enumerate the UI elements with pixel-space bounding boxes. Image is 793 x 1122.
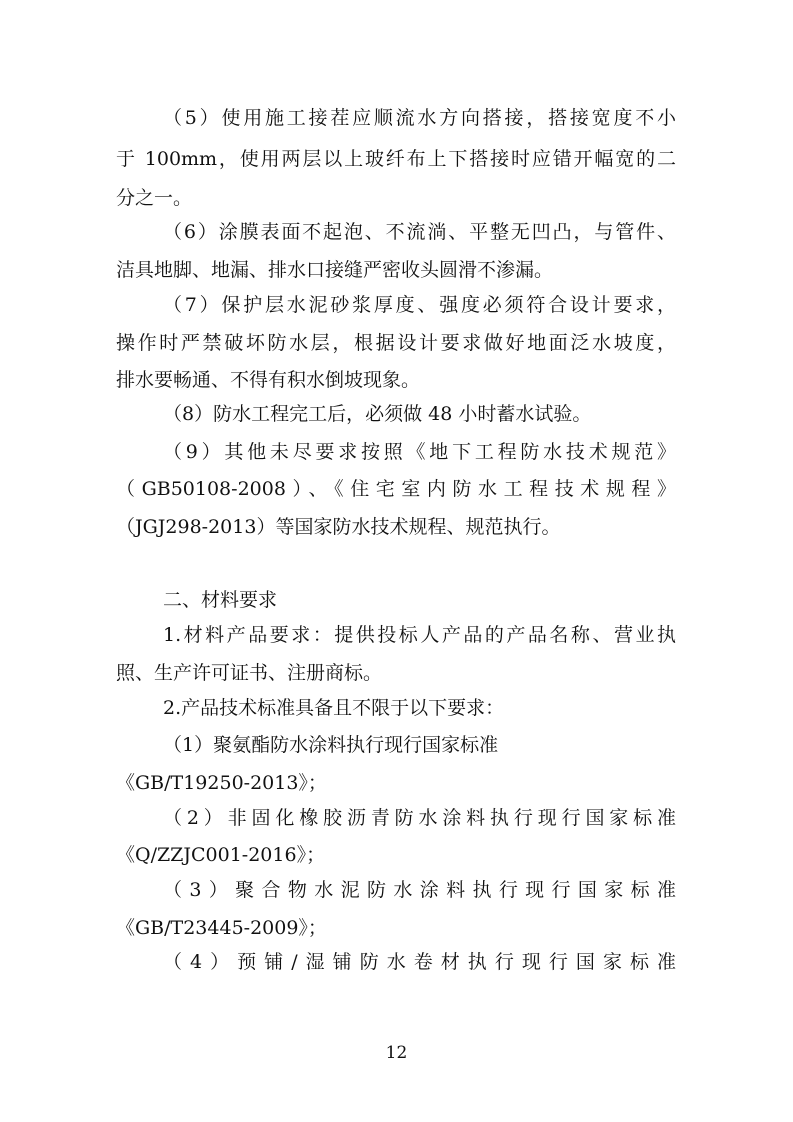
text-line: 排水要畅通、不得有积水倒坡现象。 (116, 369, 421, 391)
text-line: 《GB/T23445-2009》； (116, 917, 327, 939)
text-line: 洁具地脚、地漏、排水口接缝严密收头圆滑不渗漏。 (116, 259, 554, 281)
text-line: 2.产品技术标准具备且不限于以下要求： (163, 697, 505, 719)
section-heading: 二、材料要求 (163, 589, 278, 611)
text-line: （6）涂膜表面不起泡、不流淌、平整无凹凸，与管件、 (163, 221, 676, 243)
text-line: （7）保护层水泥砂浆厚度、强度必须符合设计要求， (163, 294, 676, 316)
text-line: 操作时严禁破坏防水层，根据设计要求做好地面泛水坡度， (116, 332, 676, 354)
text-line: 《Q/ZZJC001-2016》； (116, 844, 326, 866)
text-line: 《GB/T19250-2013》； (116, 772, 327, 794)
text-line: 照、生产许可证书、注册商标。 (116, 662, 383, 684)
text-line: （JGJ298-2013）等国家防水技术规程、规范执行。 (116, 516, 561, 538)
text-line: （5）使用施工接茬应顺流水方向搭接，搭接宽度不小 (163, 107, 676, 129)
text-line: 1.材料产品要求：提供投标人产品的产品名称、营业执 (163, 624, 676, 646)
page-number: 12 (385, 1043, 408, 1063)
text-line: （4）预铺/湿铺防水卷材执行现行国家标准 (163, 951, 676, 973)
text-line: （1）聚氨酯防水涂料执行现行国家标准 (163, 734, 499, 756)
text-line: （8）防水工程完工后，必须做 48 小时蓄水试验。 (163, 403, 592, 425)
text-line: 分之一。 (116, 187, 193, 209)
text-line: （2）非固化橡胶沥青防水涂料执行现行国家标准 (163, 807, 676, 829)
text-line: （3）聚合物水泥防水涂料执行现行国家标准 (163, 879, 676, 901)
text-line: 于 100mm，使用两层以上玻纤布上下搭接时应错开幅宽的二 (116, 148, 676, 170)
text-line: （GB50108-2008）、《住宅室内防水工程技术规程》 (116, 478, 676, 500)
text-line: （9）其他未尽要求按照《地下工程防水技术规范》 (163, 441, 676, 463)
